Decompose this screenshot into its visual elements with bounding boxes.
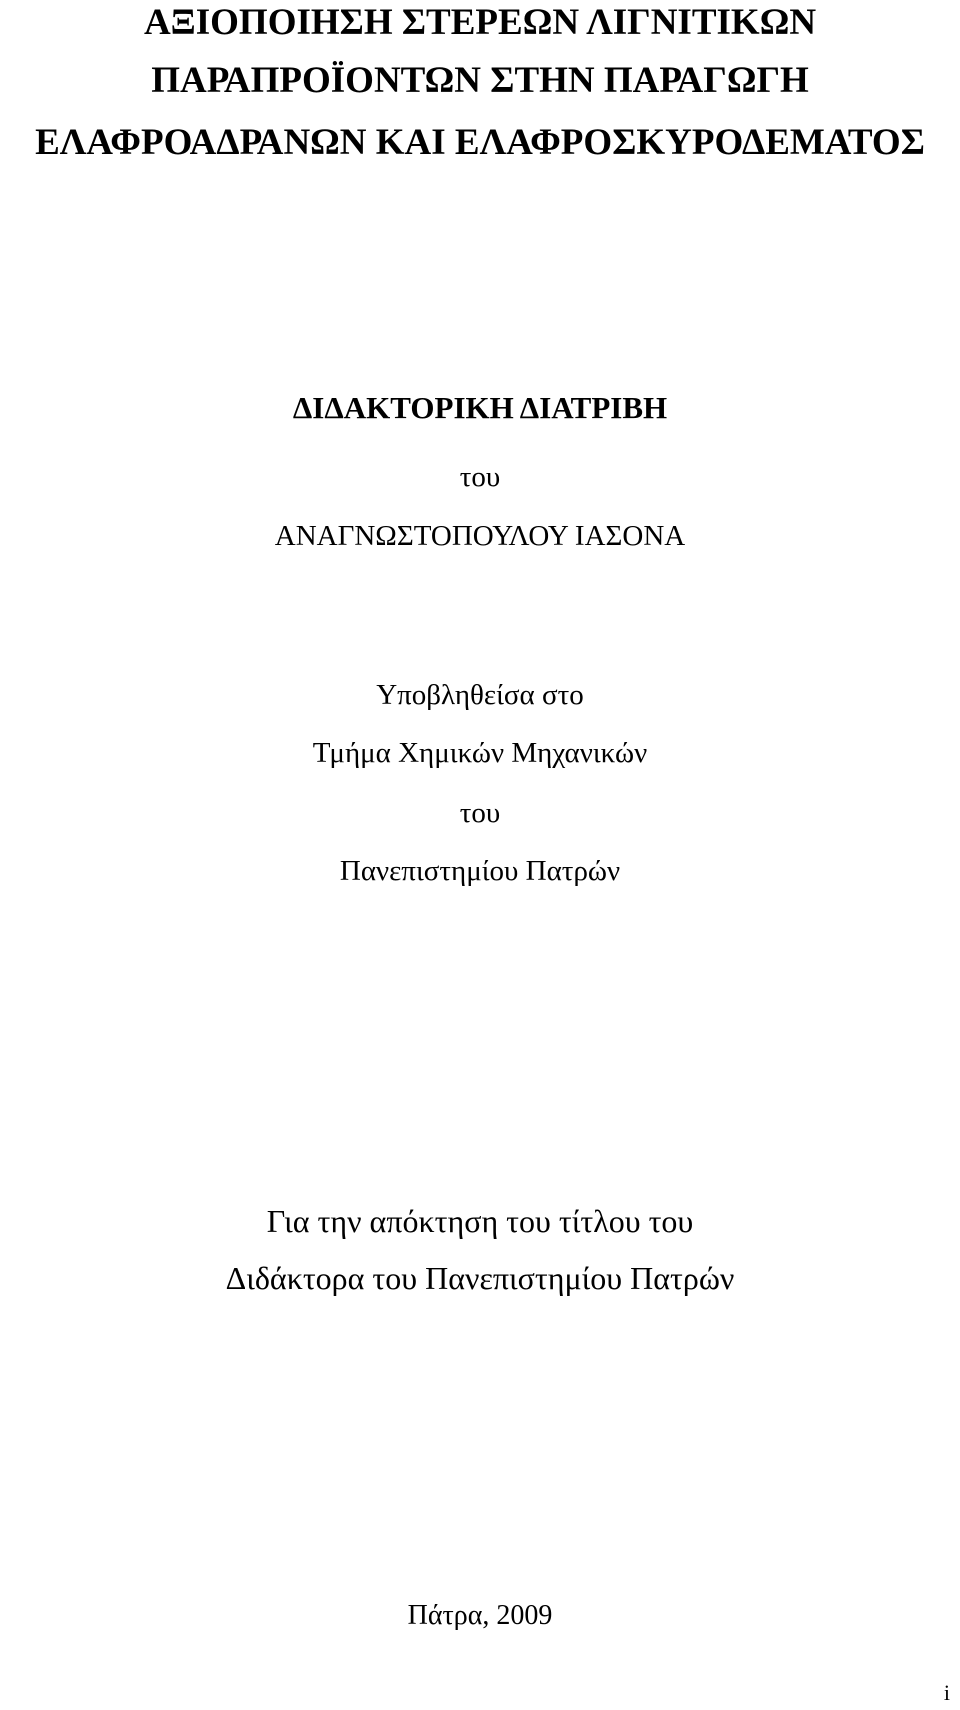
submission-line-3: του — [459, 797, 501, 829]
thesis-author: ΑΝΑΓΝΩΣΤΟΠΟΥΛΟΥ ΙΑΣΟΝΑ — [274, 520, 686, 552]
degree-line-2: Διδάκτορα του Πανεπιστημίου Πατρών — [225, 1260, 735, 1296]
page-number: i — [943, 1680, 950, 1705]
thesis-type: ΔΙΔΑΚΤΟΡΙΚΗ ΔΙΑΤΡΙΒΗ — [292, 390, 668, 425]
submission-line-4: Πανεπιστημίου Πατρών — [339, 855, 621, 887]
submission-line-2: Τμήμα Χημικών Μηχανικών — [312, 737, 648, 769]
degree-line-1: Για την απόκτηση του τίτλου του — [266, 1203, 694, 1239]
title-line-3: ΕΛΑΦΡΟΑΔΡΑΝΩΝ ΚΑΙ ΕΛΑΦΡΟΣΚΥΡΟΔΕΜΑΤΟΣ — [35, 122, 925, 163]
place-date: Πάτρα, 2009 — [407, 1600, 553, 1631]
title-line-1: ΑΞΙΟΠΟΙΗΣΗ ΣΤΕΡΕΩΝ ΛΙΓΝΙΤΙΚΩΝ — [143, 2, 817, 43]
title-line-2: ΠΑΡΑΠΡΟΪΟΝΤΩΝ ΣΤΗΝ ΠΑΡΑΓΩΓΗ — [151, 60, 809, 101]
thesis-of: του — [459, 461, 501, 493]
submission-line-1: Υποβληθείσα στο — [376, 679, 584, 711]
